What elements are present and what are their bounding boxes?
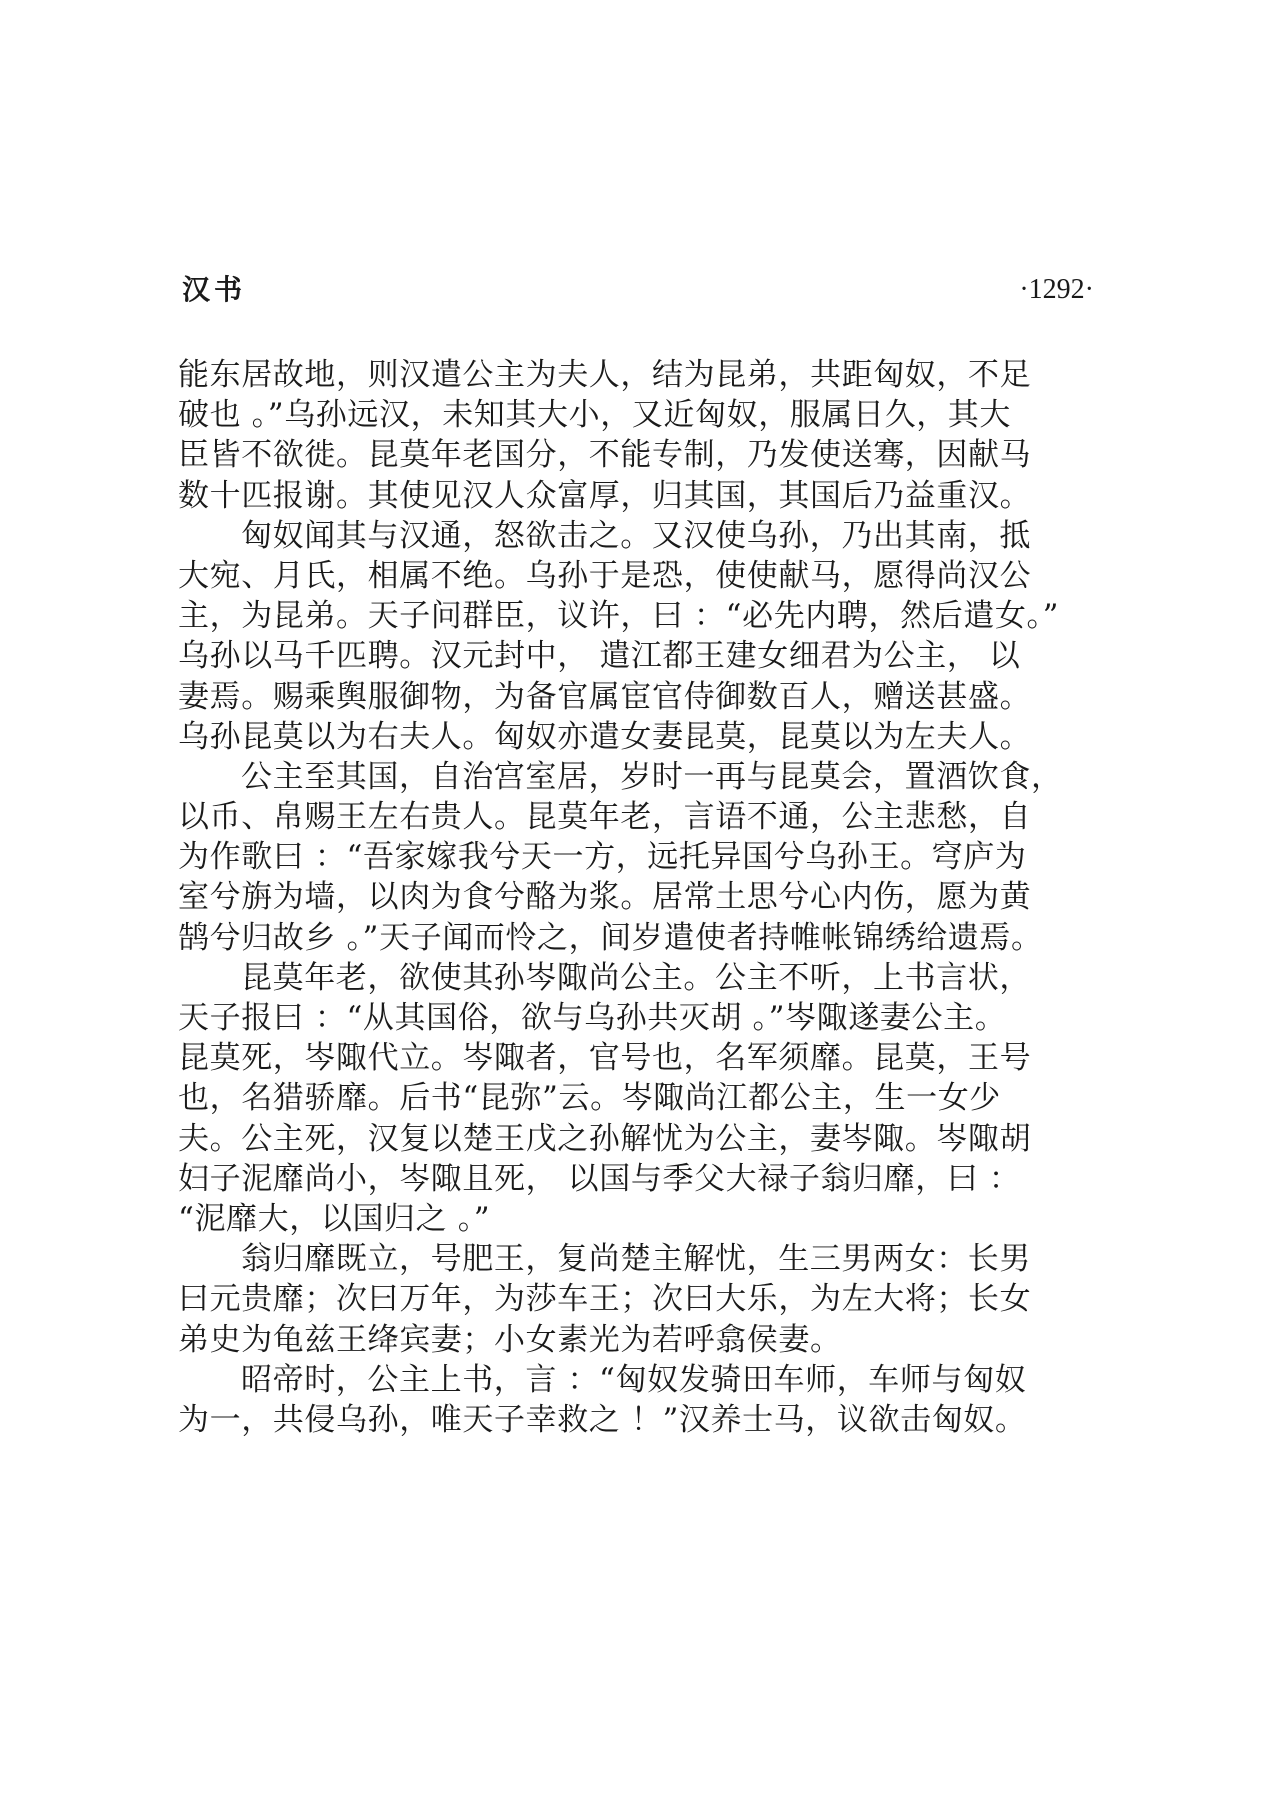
text-line: 昆莫死，岑陬代立。岑陬者，官号也，名军须靡。昆莫，王号 [178,1040,1032,1077]
book-title: 汉书 [182,273,247,306]
text-line: 天子报曰 ：“从其国俗，欲与乌孙共灭胡 。”岑陬遂妻公主。 [178,1000,1007,1036]
text-line: 主，为昆弟。天子问群臣，议许，曰 ：“必先内聘，然后遣女。” [178,598,1060,635]
text-line: 能东居故地，则汉遣公主为夫人，结为昆弟，共距匈奴，不足 [178,357,1032,393]
text-line: 鹄兮归故乡 。”天子闻而怜之，间岁遣使者持帷帐锦绣给遗焉。 [178,919,1043,956]
text-line: 公主至其国，自治宫室居，岁时一再与昆莫会，置酒饮食， [241,758,1063,795]
text-line: 昆莫年老，欲使其孙岑陬尚公主。公主不听，上书言状， [241,959,1031,996]
text-line: 数十匹报谢。其使见汉人众富厚，归其国，其国后乃益重汉。 [178,477,1032,514]
text-line: 妇子泥靡尚小，岑陬且死， 以国与季父大禄子翁归靡，曰 ： [178,1160,1021,1197]
text-line: 弟史为龟兹王绛宾妻；小女素光为若呼翕侯妻。 [178,1321,842,1358]
text-line: 匈奴闻其与汉通，怒欲击之。又汉使乌孙，乃出其南，抵 [241,517,1031,554]
text-line: 昭帝时，公主上书，言 ：“匈奴发骑田车师，车师与匈奴 [241,1361,1027,1398]
text-line: 以币、帛赐王左右贵人。昆莫年老，言语不通，公主悲愁，自 [178,799,1032,836]
text-line: 为作歌曰 ：“吾家嫁我兮天一方，远托异国兮乌孙王。穹庐为 [178,839,1027,876]
text-line: 乌孙以马千匹聘。汉元封中， 遣江都王建女细君为公主， 以 [178,638,1021,675]
text-line: 破也 。”乌孙远汉，未知其大小，又近匈奴，服属日久，其大 [178,397,1011,434]
text-line: “泥靡大，以国归之 。” [178,1200,491,1237]
text-line: 夫。公主死，汉复以楚王戊之孙解忧为公主，妻岑陬。岑陬胡 [178,1120,1032,1157]
text-line: 室兮旃为墙，以肉为食兮酪为浆。居常土思兮心内伤，愿为黄 [178,879,1032,916]
text-line: 也，名猎骄靡。后书“昆弥”云。岑陬尚江都公主，生一女少 [178,1080,1001,1117]
text-line: 大宛、月氏，相属不绝。乌孙于是恐，使使献马，愿得尚汉公 [178,557,1032,594]
text-line: 翁归靡既立，号肥王，复尚楚主解忧，生三男两女：长男 [241,1241,1031,1278]
text-line: 为一，共侵乌孙，唯天子幸救之 ！”汉养士马，议欲击匈奴。 [178,1401,1027,1438]
text-line: 乌孙昆莫以为右夫人。匈奴亦遣女妻昆莫，昆莫以为左夫人。 [178,718,1032,755]
text-line: 妻焉。赐乘舆服御物，为备官属宦官侍御数百人，赠送甚盛。 [178,678,1032,715]
text-line: 臣皆不欲徙。昆莫年老国分，不能专制，乃发使送骞，因献马 [178,437,1032,474]
page-number: ·1292· [1019,274,1094,305]
running-header [182,270,1094,310]
body-text [178,355,1098,1440]
text-line: 曰元贵靡；次曰万年，为莎车王；次曰大乐，为左大将；长女 [178,1281,1032,1318]
